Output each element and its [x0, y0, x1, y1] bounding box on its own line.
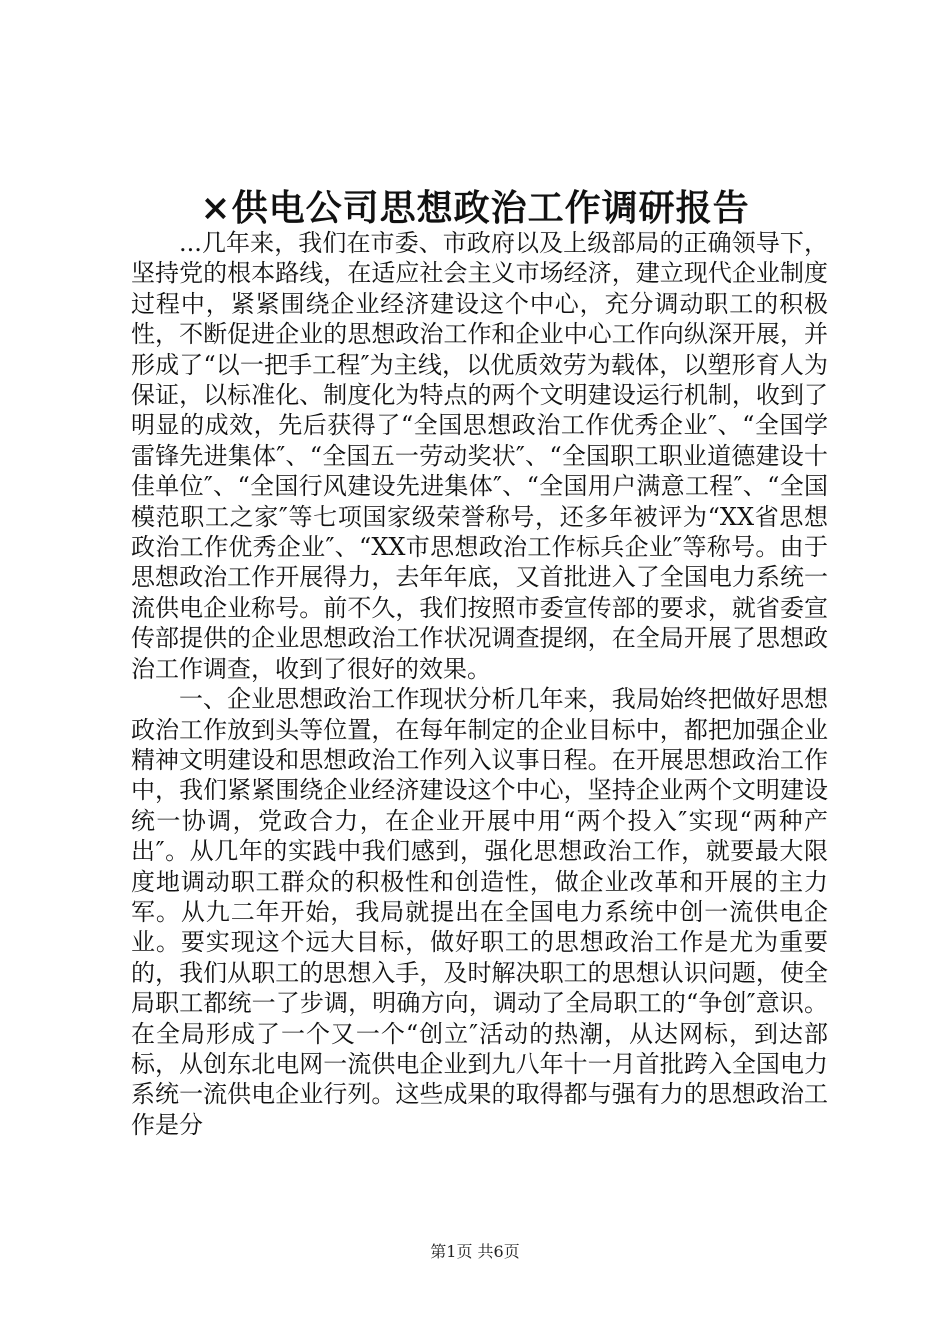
paragraph-intro: ...几年来，我们在市委、市政府以及上级部局的正确领导下，坚持党的根本路线，在适应社会主义市场经济，建立现代企业制度过程中，紧紧围绕企业经济建设这个中心，充分调动职工的积极性，不断促进企业的思想政治工作和企业中心工作向纵深开展，并形成了“以一把手工程″为主线，以优质效劳为载体，以塑形育人为保证，以标准化、制度化为特点的两个文明建设运行机制，收到了明显的成效，先后获得了“全国思想政治工作优秀企业″、“全国学雷锋先进集体″、“全国五一劳动奖状″、“全国职工职业道德建设十佳单位″、“全国行风建设先进集体″、“全国用户满意工程″、“全国模范职工之家″等七项国家级荣誉称号，还多年被评为“XX省思想政治工作优秀企业″、“XX市思想政治工作标兵企业″等称号。由于思想政治工作开展得力，去年年底，又首批进入了全国电力系统一流供电企业称号。前不久，我们按照市委宣传部的要求，就省委宣传部提供的企业思想政治工作状况调查提纲，在全局开展了思想政治工作调查，收到了很好的效果。	[131, 229, 828, 683]
paragraph-section-one: 一、企业思想政治工作现状分析几年来，我局始终把做好思想政治工作放到头等位置，在每年制定的企业目标中，都把加强企业精神文明建设和思想政治工作列入议事日程。在开展思想政治工作中，我们紧紧围绕企业经济建设这个中心，坚持企业两个文明建设统一协调，党政合力，在企业开展中用“两个投入″实现“两种产出″。从几年的实践中我们感到，强化思想政治工作，就要最大限度地调动职工群众的积极性和创造性，做企业改革和开展的主力军。从九二年开始，我局就提出在全国电力系统中创一流供电企业。要实现这个远大目标，做好职工的思想政治工作是尤为重要的，我们从职工的思想入手，及时解决职工的思想认识问题，使全局职工都统一了步调，明确方向，调动了全局职工的“争创″意识。在全局形成了一个又一个“创立″活动的热潮，从达网标，到达部标，从创东北电网一流供电企业到九八年十一月首批跨入全国电力系统一流供电企业行列。这些成果的取得都与强有力的思想政治工作是分	[131, 685, 828, 1139]
document-body	[131, 228, 828, 1140]
document-title: ×供电公司思想政治工作调研报告	[200, 187, 750, 229]
page-footer: 第1页 共6页	[430, 1242, 520, 1261]
